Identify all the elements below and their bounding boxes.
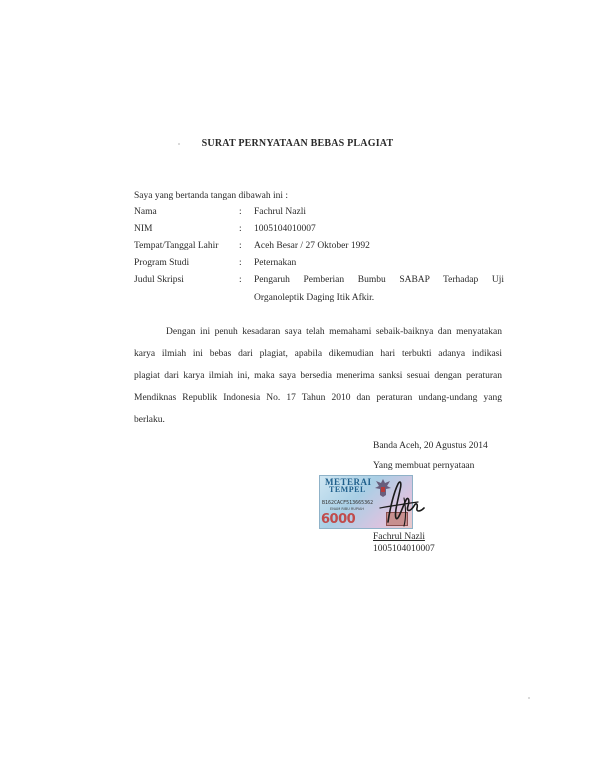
field-nama xyxy=(134,207,514,221)
stamp-line1: METERAI xyxy=(325,477,372,487)
field-value: Peternakan xyxy=(254,258,297,268)
document-title: SURAT PERNYATAAN BEBAS PLAGIAT xyxy=(201,138,394,149)
field-value: Fachrul Nazli xyxy=(254,207,306,217)
paragraph-line: Mendiknas Republik Indonesia No. 17 Tahun 2010 dan peraturan undang-undang yang xyxy=(134,393,502,403)
field-value: Pengaruh Pemberian Bumbu SABAP Terhadap Uji xyxy=(254,275,504,285)
field-separator: : xyxy=(239,241,242,251)
field-separator: : xyxy=(239,258,242,268)
field-label: NIM xyxy=(134,224,153,234)
field-value: 1005104010007 xyxy=(254,224,316,234)
field-thesis-title xyxy=(134,275,514,289)
stamp-line2: TEMPEL xyxy=(329,485,366,494)
field-separator: : xyxy=(239,275,242,285)
field-thesis-title-line2: Organoleptik Daging Itik Afkir. xyxy=(254,293,375,303)
handwritten-signature xyxy=(360,478,450,528)
intro-text: Saya yang bertanda tangan dibawah ini : xyxy=(134,191,289,201)
signatory-name: Fachrul Nazli xyxy=(373,532,425,542)
field-label: Program Studi xyxy=(134,258,190,268)
scan-speck xyxy=(528,697,530,699)
signature-maker: Yang membuat pernyataan xyxy=(373,461,475,471)
stamp-value: 6000 xyxy=(321,512,356,527)
field-label: Judul Skripsi xyxy=(134,275,184,285)
field-separator: : xyxy=(239,207,242,217)
paragraph-line: Dengan ini penuh kesadaran saya telah memahami sebaik-baiknya dan menyatakan xyxy=(166,327,502,337)
paragraph-line: berlaku. xyxy=(134,415,165,425)
field-nim xyxy=(134,224,514,238)
field-label: Tempat/Tanggal Lahir xyxy=(134,241,219,251)
paragraph-line: plagiat dari karya ilmiah ini, maka saya bersedia menerima sanksi sesuai dengan peraturan xyxy=(134,371,502,381)
field-value: Aceh Besar / 27 Oktober 1992 xyxy=(254,241,370,251)
stamp-small-text: ENAM RIBU RUPIAH xyxy=(330,507,365,511)
field-label: Nama xyxy=(134,207,157,217)
scan-speck xyxy=(178,143,180,145)
field-birth xyxy=(134,241,514,255)
statement-paragraph xyxy=(134,321,502,431)
signatory-nim: 1005104010007 xyxy=(373,544,435,554)
signature-place-date: Banda Aceh, 20 Agustus 2014 xyxy=(373,441,488,451)
field-separator: : xyxy=(239,224,242,234)
paragraph-line: karya ilmiah ini bebas dari plagiat, apabila dikemudian hari terbukti adanya indikasi xyxy=(134,349,502,359)
stamp-code: B162CACF513665362 xyxy=(322,500,374,506)
field-program xyxy=(134,258,514,272)
